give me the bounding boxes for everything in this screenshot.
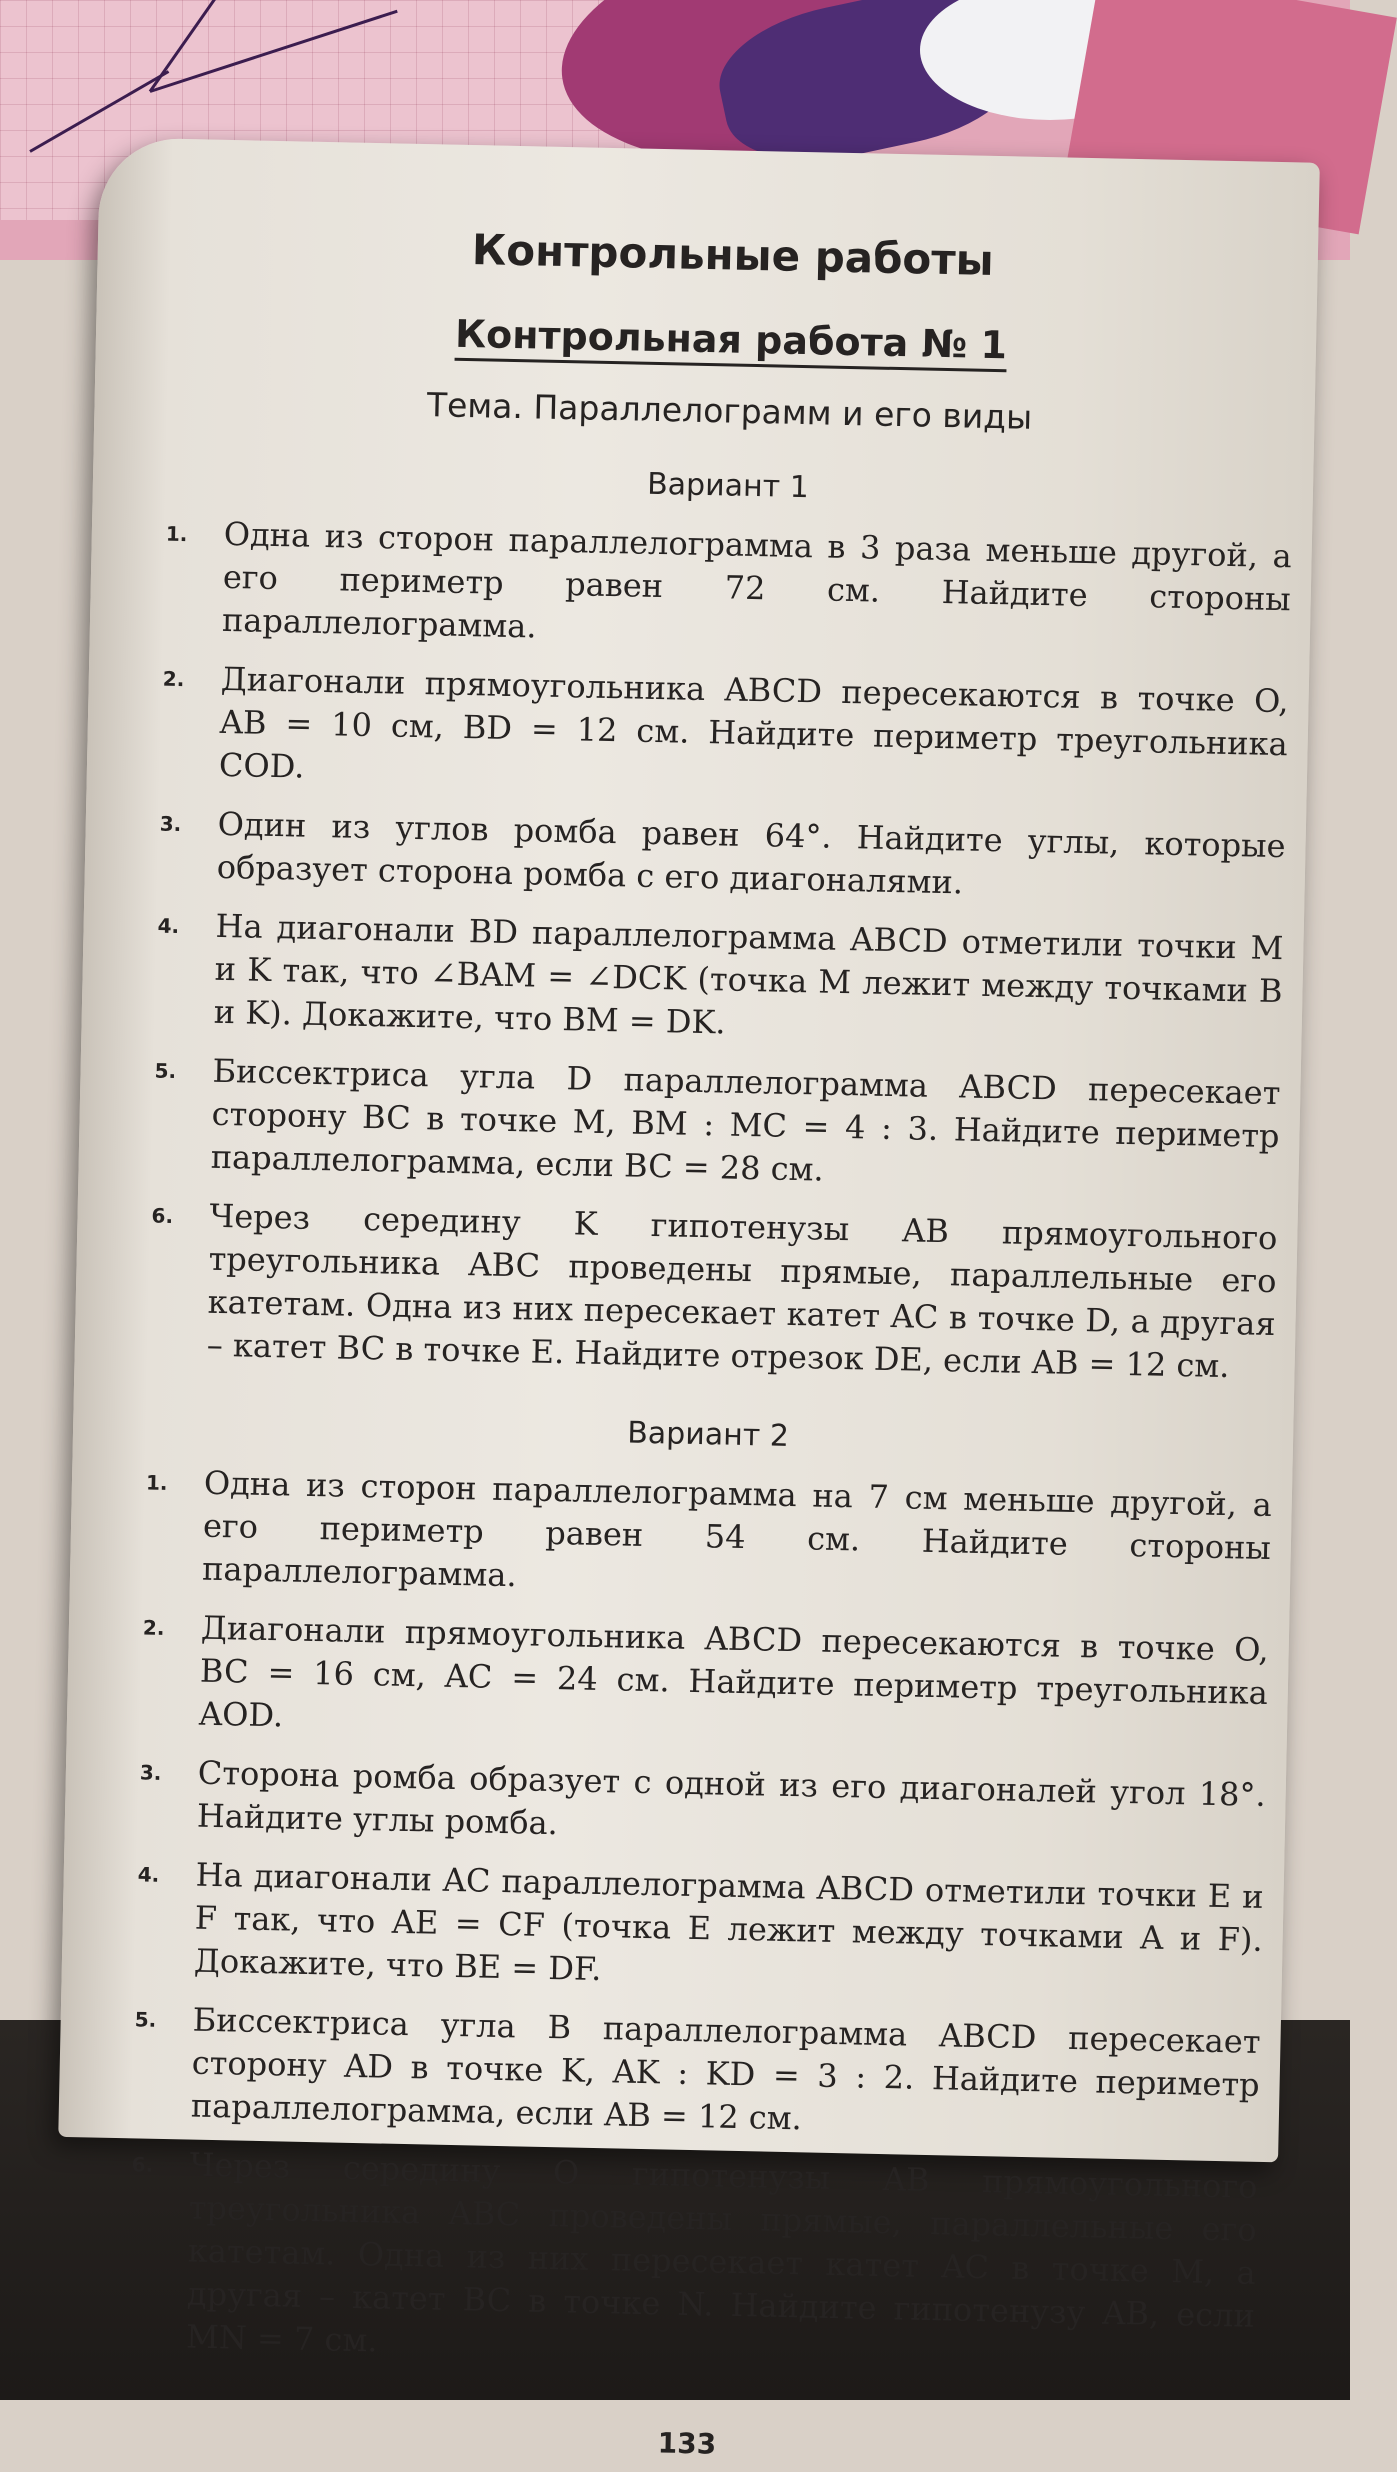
problem-number: 5. [134,2007,157,2032]
book-page [58,137,1320,2461]
variants-container [124,457,1294,2381]
problem-number: 1. [165,521,188,547]
problem-text: Через середину O гипотенузы AB прямоугольного треугольника ABC проведены прямые, параллельные его катетам. Одна из них пересекает катет AC в точке M, а другая – катет BC в точке N. Найдите гипотенузу AB, если MN = 7 см. [185,2145,1258,2360]
problem-number: 6. [131,2152,154,2177]
problem-number: 3. [139,1760,162,1785]
variant-section [124,1405,1274,2380]
problem-list [144,512,1292,1389]
problem-item [151,904,1283,1057]
problem-text: Одна из сторон параллелограмма на 7 см меньше другой, а его периметр равен 54 см. Найдите стороны параллелограмма. [201,1463,1273,1595]
variant-heading: Вариант 2 [626,1415,790,1454]
problem-number: 2. [142,1615,165,1640]
test-title [166,306,1297,374]
problem-item [144,1193,1277,1389]
problem-item [154,802,1286,912]
problem-text: Сторона ромба образует с одной из его диагоналей угол 18°. Найдите углы ромба. [196,1753,1267,1843]
problem-item [148,1048,1280,1201]
problem-item [132,1852,1264,2005]
problem-number: 6. [151,1203,174,1228]
problem-text: Через середину K гипотенузы AB прямоугольного треугольника ABC проведены прямые, параллельные его катетам. Одна из них пересекает катет AC в точке D, а другая – катет BC в точке E. Найдите отрезок DE, если AB = 12 см. [206,1196,1278,1386]
topic-heading: Тема. Параллелограмм и его виды [426,385,1033,437]
problem-item [135,1750,1267,1860]
problem-list [124,1460,1273,2380]
variant-section [144,457,1293,1389]
problem-number: 5. [154,1058,177,1084]
problem-text: На диагонали AC параллелограмма ABCD отметили точки E и F так, что AE = CF (точка E лежит между точками A и F). Докажите, что BE = DF. [193,1855,1264,1989]
page-number: 133 [657,2426,717,2461]
problem-item [137,1605,1269,1758]
problem-text: На диагонали BD параллелограмма ABCD отметили точки M и K так, что ∠BAM = ∠DCK (точка M лежит между точками B и K). Докажите, что BM = DK. [213,906,1284,1042]
page-title: Контрольные работы [471,225,995,285]
test-title-text: Контрольная работа № 1 [455,312,1008,373]
problem-item [124,2142,1258,2381]
problem-item [140,1460,1272,1613]
problem-item [160,512,1292,665]
problem-number: 4. [137,1862,160,1887]
problem-item [157,657,1289,810]
problem-number: 2. [162,666,185,692]
problem-number: 4. [157,913,180,939]
problem-text: Одна из сторон параллелограмма в 3 раза меньше другой, а его периметр равен 72 см. Найдите стороны параллелограмма. [221,514,1293,646]
problem-item [128,1997,1260,2150]
page-content [122,219,1298,2472]
problem-number: 3. [159,811,182,837]
variant-heading: Вариант 1 [646,466,810,506]
problem-number: 1. [145,1470,168,1495]
problem-text: Диагонали прямоугольника ABCD пересекаются в точке O, BC = 16 см, AC = 24 см. Найдите периметр треугольника AOD. [198,1608,1270,1735]
problem-text: Диагонали прямоугольника ABCD пересекаются в точке O, AB = 10 см, BD = 12 см. Найдите периметр треугольника COD. [218,659,1289,786]
problem-text: Биссектриса угла D параллелограмма ABCD пересекает сторону BC в точке M, BM : MC = 4 : 3. Найдите периметр параллелограмма, если BC = 28 см. [210,1051,1281,1189]
problem-text: Один из углов ромба равен 64°. Найдите углы, которые образует сторона ромба с его диагоналями. [216,804,1286,902]
problem-text: Биссектриса угла B параллелограмма ABCD пересекает сторону AD в точке K, AK : KD = 3 : 2. Найдите периметр параллелограмма, если AB = 12 см. [190,2000,1261,2138]
